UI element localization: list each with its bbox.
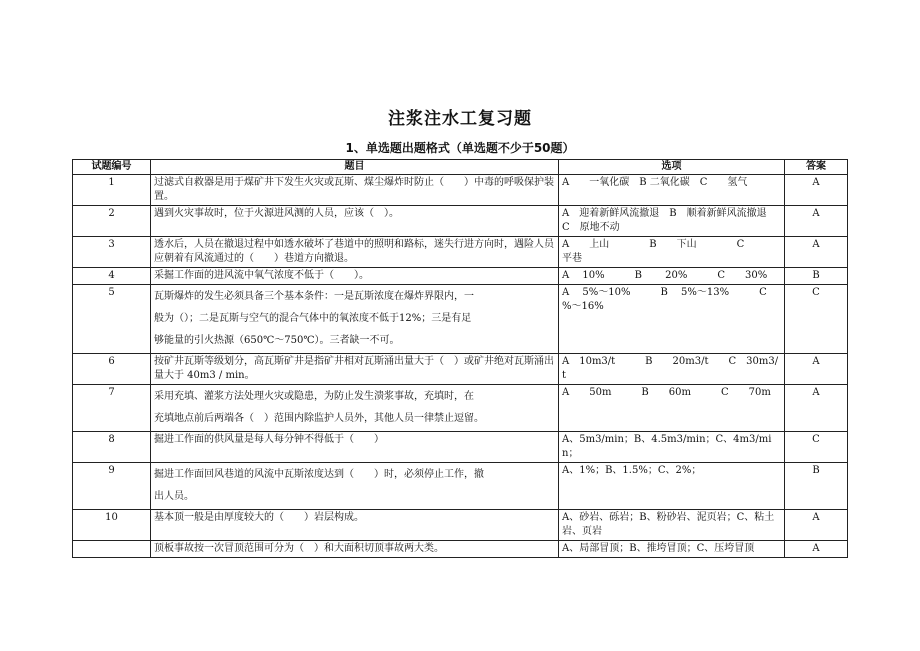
question-number bbox=[73, 541, 151, 558]
table-row bbox=[73, 354, 848, 385]
options-line: A、1%；B、1.5%；C、2%； bbox=[562, 465, 702, 476]
question-text bbox=[151, 237, 559, 268]
question-answer: A bbox=[785, 237, 848, 268]
table-row bbox=[73, 463, 848, 510]
question-answer: A bbox=[785, 206, 848, 237]
question-line: 透水后，人员在撤退过程中如透水破坏了巷道中的照明和路标，迷失行进方向时，遇险人员应朝着有风流通过的（ ）巷道方向撤退。 bbox=[154, 239, 554, 264]
question-options bbox=[559, 206, 785, 237]
options-line: A 一氧化碳 B 二氧化碳 C 氢气 bbox=[562, 177, 748, 188]
options-line: A 10% B 20% C 30% bbox=[562, 270, 768, 281]
question-options bbox=[559, 285, 785, 354]
question-line: 出人员。 bbox=[154, 491, 194, 502]
header-question: 题目 bbox=[151, 160, 559, 175]
question-line: 掘进工作面回风巷道的风流中瓦斯浓度达到（ ）时，必须停止工作，撤 bbox=[154, 469, 484, 480]
table-row bbox=[73, 206, 848, 237]
question-options bbox=[559, 463, 785, 510]
question-line: 掘进工作面的供风量是每人每分钟不得低于（ ） bbox=[154, 434, 384, 445]
header-answer: 答案 bbox=[785, 160, 848, 175]
question-options bbox=[559, 510, 785, 541]
question-answer: A bbox=[785, 541, 848, 558]
table-row bbox=[73, 510, 848, 541]
options-line: A、砂岩、砾岩；B、粉砂岩、泥页岩；C、粘土岩、页岩 bbox=[562, 512, 775, 537]
question-line: 般为（）；二是瓦斯与空气的混合气体中的氧浓度不低于12%；三是有足 bbox=[154, 313, 472, 324]
table-row bbox=[73, 385, 848, 432]
question-text bbox=[151, 285, 559, 354]
options-line: A 上山 B 下山 C 平巷 bbox=[562, 239, 775, 264]
question-text bbox=[151, 541, 559, 558]
question-answer: C bbox=[785, 432, 848, 463]
question-number: 2 bbox=[73, 206, 151, 237]
question-text bbox=[151, 175, 559, 206]
question-number: 6 bbox=[73, 354, 151, 385]
question-line: 够能量的引火热源（650℃～750℃）。三者缺一不可。 bbox=[154, 335, 400, 346]
table-row bbox=[73, 541, 848, 558]
question-options bbox=[559, 354, 785, 385]
options-line: A 迎着新鲜风流撤退 B 顺着新鲜风流撤退 C 原地不动 bbox=[562, 208, 777, 233]
question-options bbox=[559, 432, 785, 463]
question-number: 8 bbox=[73, 432, 151, 463]
question-table bbox=[72, 159, 848, 558]
question-number: 7 bbox=[73, 385, 151, 432]
question-number: 9 bbox=[73, 463, 151, 510]
question-line: 基本顶一般是由厚度较大的（ ）岩层构成。 bbox=[154, 512, 364, 523]
question-text bbox=[151, 463, 559, 510]
question-line: 遇到火灾事故时，位于火源进风测的人员，应该（ ）。 bbox=[154, 208, 399, 219]
question-answer: A bbox=[785, 175, 848, 206]
question-line: 顶板事故按一次冒顶范围可分为（ ）和大面积切顶事故两大类。 bbox=[154, 543, 444, 554]
question-options bbox=[559, 268, 785, 285]
question-answer: A bbox=[785, 385, 848, 432]
table-row bbox=[73, 268, 848, 285]
question-line: 过滤式自救器是用于煤矿井下发生火灾或瓦斯、煤尘爆炸时防止（ ）中毒的呼吸保护装置。 bbox=[154, 177, 554, 202]
question-number: 3 bbox=[73, 237, 151, 268]
options-line: A、局部冒顶；B、推垮冒顶；C、压垮冒顶 bbox=[562, 543, 755, 554]
section-heading: 1、单选题出题格式（单选题不少于50题） bbox=[345, 141, 575, 155]
question-line: 采掘工作面的进风流中氧气浓度不低于（ ）。 bbox=[154, 270, 369, 281]
question-text bbox=[151, 432, 559, 463]
header-options: 选项 bbox=[559, 160, 785, 175]
question-answer: B bbox=[785, 463, 848, 510]
question-line: 按矿井瓦斯等级划分，高瓦斯矿井是指矿井相对瓦斯涌出量大于（ ）或矿井绝对瓦斯涌出量大于 40m3 / min。 bbox=[154, 356, 554, 381]
question-text bbox=[151, 268, 559, 285]
question-line: 充填地点前后两端各（ ）范围内除监护人员外，其他人员一律禁止逗留。 bbox=[154, 413, 484, 424]
question-text bbox=[151, 206, 559, 237]
document-title: 注浆注水工复习题 bbox=[388, 109, 532, 129]
question-text bbox=[151, 385, 559, 432]
table-header-row bbox=[73, 160, 848, 175]
header-num: 试题编号 bbox=[73, 160, 151, 175]
options-line: A 50m B 60m C 70m bbox=[562, 387, 771, 398]
question-options bbox=[559, 385, 785, 432]
options-line: A 5%～10% B 5%～13% C %～16% bbox=[562, 287, 777, 312]
question-text bbox=[151, 510, 559, 541]
question-options bbox=[559, 237, 785, 268]
question-number: 5 bbox=[73, 285, 151, 354]
options-line: A 10m3/t B 20m3/t C 30m3/t bbox=[562, 356, 779, 381]
table-row bbox=[73, 175, 848, 206]
question-options bbox=[559, 541, 785, 558]
table-row bbox=[73, 237, 848, 268]
question-number: 4 bbox=[73, 268, 151, 285]
question-answer: A bbox=[785, 354, 848, 385]
question-text bbox=[151, 354, 559, 385]
question-answer: C bbox=[785, 285, 848, 354]
question-line: 采用充填、灌浆方法处理火灾或隐患，为防止发生溃浆事故，充填时，在 bbox=[154, 391, 474, 402]
question-answer: A bbox=[785, 510, 848, 541]
question-answer: B bbox=[785, 268, 848, 285]
question-number: 1 bbox=[73, 175, 151, 206]
question-number: 10 bbox=[73, 510, 151, 541]
question-line: 瓦斯爆炸的发生必须具备三个基本条件：一是瓦斯浓度在爆炸界限内，一 bbox=[154, 291, 474, 302]
question-options bbox=[559, 175, 785, 206]
table-row bbox=[73, 285, 848, 354]
table-row bbox=[73, 432, 848, 463]
options-line: A、5m3/min；B、4.5m3/min；C、4m3/min； bbox=[562, 434, 772, 459]
